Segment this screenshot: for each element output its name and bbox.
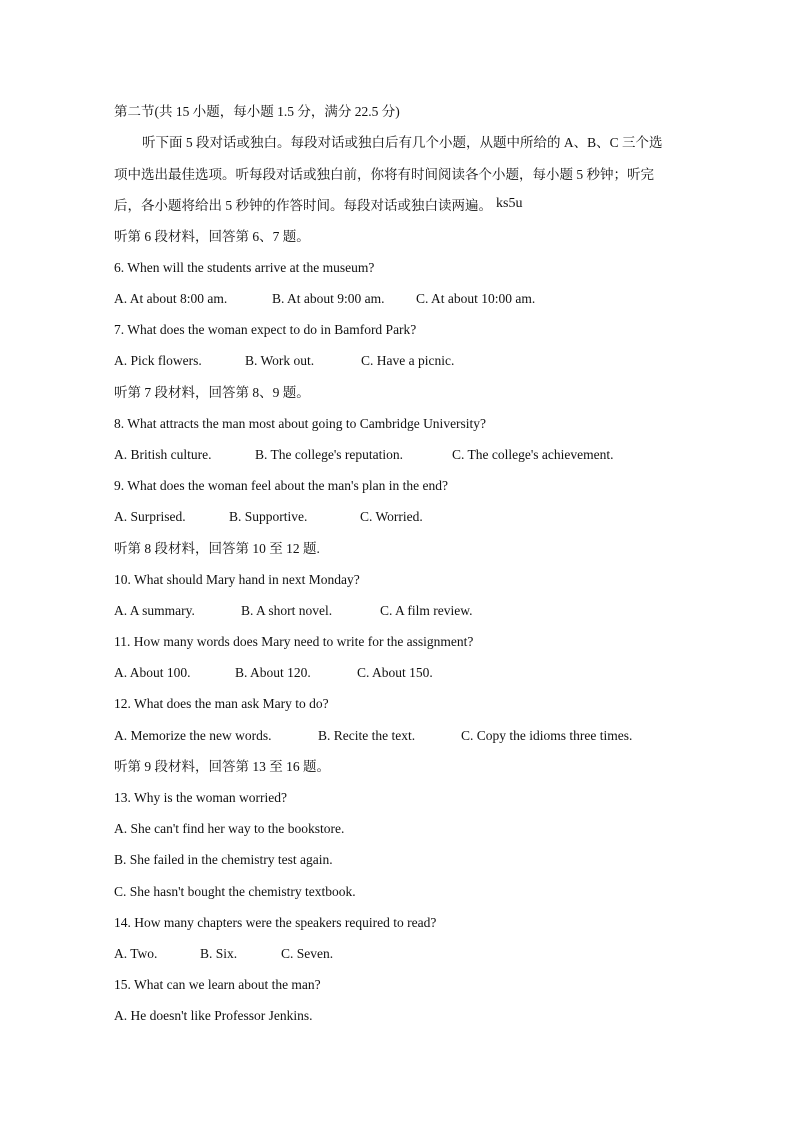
question-14-stem: 14. How many chapters were the speakers required to read? bbox=[114, 915, 437, 930]
question-13-option-b: B. She failed in the chemistry test again. bbox=[114, 852, 333, 867]
question-12-stem: 12. What does the man ask Mary to do? bbox=[114, 696, 329, 711]
question-10-option-b: B. A short novel. bbox=[241, 603, 333, 618]
question-11-option-c: C. About 150. bbox=[357, 665, 433, 680]
question-12-options bbox=[114, 727, 632, 745]
question-14-options bbox=[114, 945, 333, 963]
question-10-option-c: C. A film review. bbox=[380, 603, 473, 618]
instructions-line-3-text: 后，各小题将给出 5 秒钟的作答时间。每段对话或独白读两遍。 bbox=[114, 198, 492, 213]
group-heading-8: 听第 8 段材料，回答第 10 至 12 题. bbox=[114, 541, 320, 556]
question-13-option-a: A. She can't find her way to the bookstore. bbox=[114, 821, 345, 836]
question-9-options bbox=[114, 508, 423, 526]
question-9-stem: 9. What does the woman feel about the man's plan in the end? bbox=[114, 478, 448, 493]
question-7-stem: 7. What does the woman expect to do in Bamford Park? bbox=[114, 322, 417, 337]
question-12-option-b: B. Recite the text. bbox=[318, 728, 416, 743]
question-9-option-a: A. Surprised. bbox=[114, 509, 186, 524]
question-11-options bbox=[114, 664, 433, 682]
question-6-option-a: A. At about 8:00 am. bbox=[114, 291, 228, 306]
question-15-option-a: A. He doesn't like Professor Jenkins. bbox=[114, 1008, 313, 1023]
question-7-options bbox=[114, 352, 454, 370]
question-7-option-c: C. Have a picnic. bbox=[361, 353, 455, 368]
question-11-option-a: A. About 100. bbox=[114, 665, 191, 680]
group-heading-7: 听第 7 段材料，回答第 8、9 题。 bbox=[114, 385, 310, 400]
question-8-option-b: B. The college's reputation. bbox=[255, 447, 404, 462]
question-10-option-a: A. A summary. bbox=[114, 603, 195, 618]
question-8-stem: 8. What attracts the man most about going to Cambridge University? bbox=[114, 416, 487, 431]
question-13-option-c: C. She hasn't bought the chemistry textbook. bbox=[114, 884, 356, 899]
question-7-option-a: A. Pick flowers. bbox=[114, 353, 202, 368]
question-9-option-c: C. Worried. bbox=[360, 509, 423, 524]
question-11-option-b: B. About 120. bbox=[235, 665, 311, 680]
instructions-line-3 bbox=[114, 197, 522, 216]
question-6-option-c: C. At about 10:00 am. bbox=[416, 291, 536, 306]
question-12-option-c: C. Copy the idioms three times. bbox=[461, 728, 633, 743]
instructions-line-1: 听下面 5 段对话或独白。每段对话或独白后有几个小题，从题中所给的 A、B、C 三个选 bbox=[142, 135, 663, 150]
question-10-stem: 10. What should Mary hand in next Monday? bbox=[114, 572, 360, 587]
question-14-option-c: C. Seven. bbox=[281, 946, 334, 961]
group-heading-9: 听第 9 段材料，回答第 13 至 16 题。 bbox=[114, 759, 330, 774]
question-13-stem: 13. Why is the woman worried? bbox=[114, 790, 287, 805]
group-heading-6: 听第 6 段材料，回答第 6、7 题。 bbox=[114, 229, 310, 244]
question-8-option-a: A. British culture. bbox=[114, 447, 212, 462]
question-11-stem: 11. How many words does Mary need to write for the assignment? bbox=[114, 634, 474, 649]
question-6-option-b: B. At about 9:00 am. bbox=[272, 291, 385, 306]
question-15-stem: 15. What can we learn about the man? bbox=[114, 977, 321, 992]
question-7-option-b: B. Work out. bbox=[245, 353, 315, 368]
question-14-option-b: B. Six. bbox=[200, 946, 238, 961]
question-8-option-c: C. The college's achievement. bbox=[452, 447, 614, 462]
question-12-option-a: A. Memorize the new words. bbox=[114, 728, 272, 743]
question-10-options bbox=[114, 602, 473, 620]
question-6-options bbox=[114, 290, 535, 308]
question-14-option-a: A. Two. bbox=[114, 946, 158, 961]
question-6-stem: 6. When will the students arrive at the museum? bbox=[114, 260, 375, 275]
question-9-option-b: B. Supportive. bbox=[229, 509, 308, 524]
ks5u-watermark: ks5u bbox=[496, 196, 523, 211]
instructions-line-2: 项中选出最佳选项。听每段对话或独白前，你将有时间阅读各个小题，每小题 5 秒钟；听完 bbox=[114, 167, 654, 182]
question-8-options bbox=[114, 446, 614, 464]
section-header: 第二节(共 15 小题，每小题 1.5 分，满分 22.5 分) bbox=[114, 104, 400, 119]
